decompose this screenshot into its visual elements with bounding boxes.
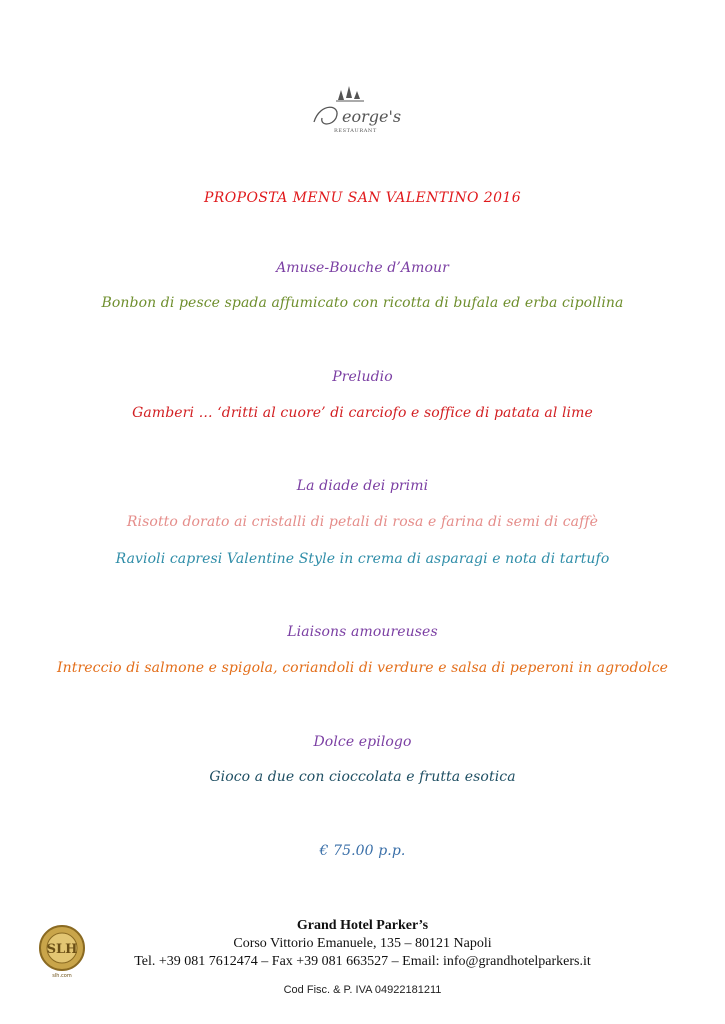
svg-text:slh.com: slh.com bbox=[52, 973, 72, 979]
section-heading-dolce: Dolce epilogo bbox=[313, 734, 412, 750]
hotel-name: Grand Hotel Parker’s bbox=[296, 918, 429, 933]
hotel-contacts: Tel. +39 081 7612474 – Fax +39 081 663527 – Email: info@grandhotelparkers.it bbox=[134, 954, 591, 969]
section-heading-amuse-bouche: Amuse-Bouche d’Amour bbox=[276, 260, 449, 276]
dish-gioco: Gioco a due con cioccolata e frutta esotica bbox=[209, 769, 516, 785]
section-heading-liaisons: Liaisons amoureuses bbox=[287, 624, 438, 640]
fiscal-code: Cod Fisc. & P. IVA 04922181211 bbox=[283, 984, 442, 996]
section-heading-preludio: Preludio bbox=[332, 369, 393, 385]
dish-intreccio: Intreccio di salmone e spigola, coriandoli di verdure e salsa di peperoni in agrodolce bbox=[57, 660, 668, 676]
logo-graphic bbox=[308, 82, 414, 138]
section-heading-primi: La diade dei primi bbox=[296, 478, 429, 494]
dish-gamberi: Gamberi … ‘dritti al cuore’ di carciofo e soffice di patata al lime bbox=[132, 405, 593, 421]
dish-ravioli: Ravioli capresi Valentine Style in crema di asparagi e nota di tartufo bbox=[115, 551, 610, 567]
hotel-address: Corso Vittorio Emanuele, 135 – 80121 Napoli bbox=[233, 936, 492, 951]
georges-restaurant-logo bbox=[308, 82, 414, 138]
svg-text:eorge's: eorge's bbox=[342, 107, 402, 126]
dish-bonbon: Bonbon di pesce spada affumicato con ricotta di bufala ed erba cipollina bbox=[101, 295, 624, 311]
menu-title: PROPOSTA MENU SAN VALENTINO 2016 bbox=[203, 190, 522, 206]
menu-price: € 75.00 p.p. bbox=[319, 843, 406, 859]
dish-risotto: Risotto dorato ai cristalli di petali di rosa e farina di semi di caffè bbox=[126, 514, 599, 530]
svg-text:SLH: SLH bbox=[46, 942, 78, 957]
svg-text:RESTAURANT: RESTAURANT bbox=[334, 128, 377, 134]
